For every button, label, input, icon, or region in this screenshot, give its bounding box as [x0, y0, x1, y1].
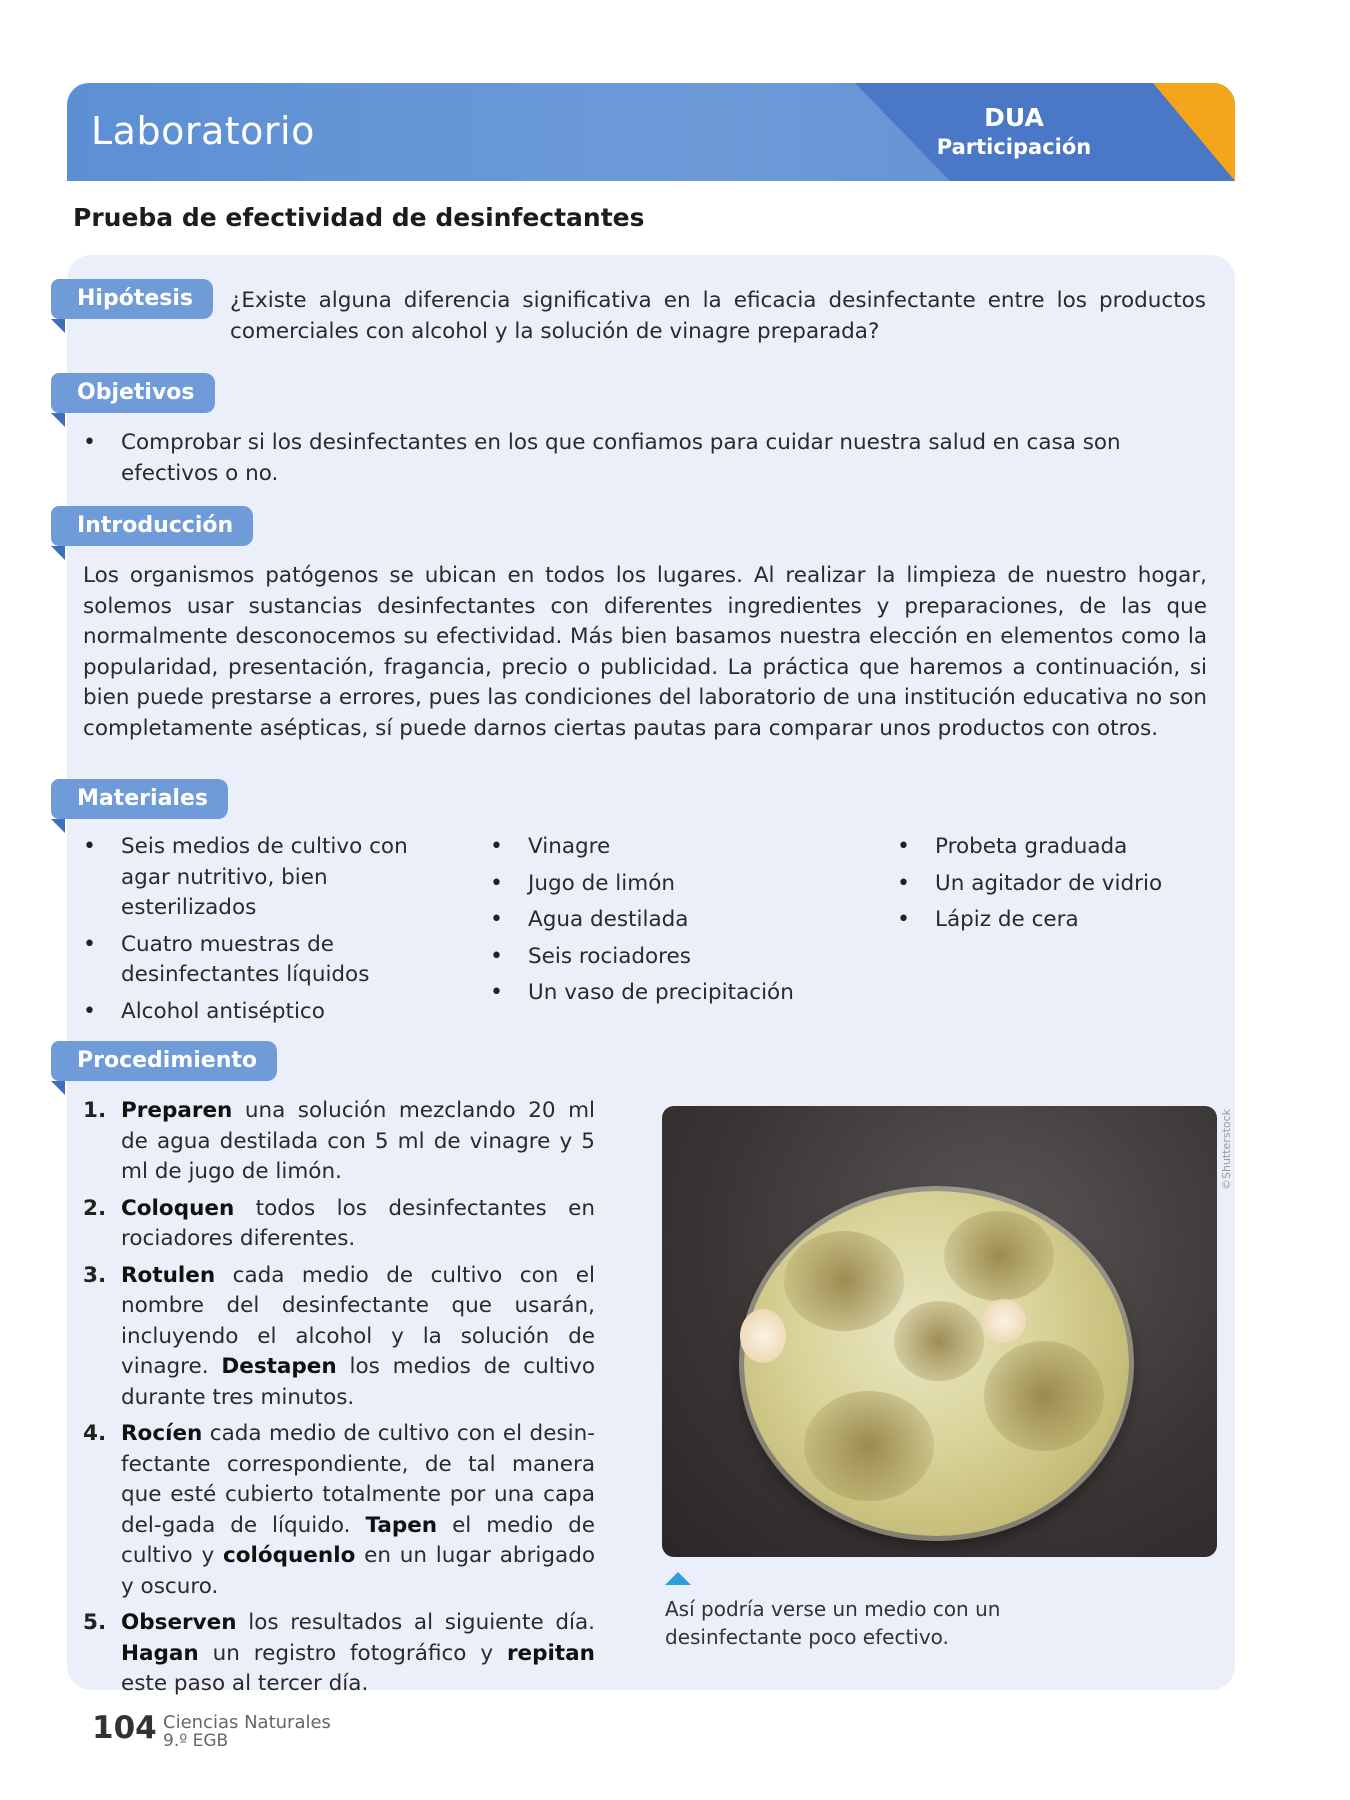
- materiales-col1: [83, 832, 453, 1033]
- section-subtitle: Prueba de efectividad de desinfectantes: [73, 203, 645, 232]
- page-title: Laboratorio: [91, 109, 315, 153]
- figure-caption: Así podría verse un medio con un desinfectante poco efectivo.: [665, 1597, 1001, 1649]
- list-item: • Seis rociadores: [490, 942, 870, 973]
- petri-dish-photo: [662, 1106, 1217, 1557]
- page-number: 104: [92, 1710, 157, 1746]
- step-verb: repitan: [506, 1640, 595, 1666]
- procedure-step: [83, 1608, 595, 1700]
- tag-introduccion: Introducción: [51, 506, 253, 546]
- photo-credit: ©Shutterstock: [1220, 1108, 1233, 1190]
- step-verb: Preparen: [121, 1098, 233, 1123]
- introduccion-text: Los organismos patógenos se ubican en todos los lugares. Al realizar la limpieza de nuestro hogar, solemos usar sustancias desinfectantes con diferentes ingredientes y preparaciones, de las que normalmente desconocemos su efectividad. Más bien basamos nuestra elección en elementos como la popularidad, presentación, fragancia, precio o publicidad. La práctica que haremos a continuación, si bien puede prestarse a errores, pues las condiciones del laboratorio de una institución educativa no son completamente asépticas, sí puede darnos ciertas pautas para comparar unos productos con otros.: [83, 563, 1207, 741]
- step-verb: colóquenlo: [222, 1543, 356, 1568]
- tag-objetivos: Objetivos: [51, 373, 215, 413]
- list-item: • Alcohol antiséptico: [83, 997, 453, 1028]
- mold-spot: [894, 1301, 984, 1381]
- step-verb: Hagan: [121, 1640, 199, 1666]
- materiales-col2: [490, 832, 870, 1015]
- step-number: 5.: [83, 1610, 107, 1635]
- list-item: • Jugo de limón: [490, 869, 870, 900]
- step-verb: Destapen: [221, 1354, 337, 1379]
- footer-grade: 9.º EGB: [163, 1731, 229, 1751]
- objetivos-list: [83, 428, 1203, 495]
- step-verb: Coloquen: [121, 1195, 235, 1221]
- list-item: • Un vaso de precipitación: [490, 978, 870, 1009]
- dua-sublabel: Participación: [936, 135, 1092, 159]
- tag-procedimiento: Procedimiento: [51, 1041, 277, 1081]
- procedure-step: [83, 1261, 595, 1414]
- procedimiento-steps: [83, 1096, 595, 1706]
- step-text: todos los desinfectantes en rociadores diferentes.: [121, 1195, 595, 1251]
- mold-spot: [784, 1231, 904, 1331]
- procedure-step: [83, 1419, 595, 1602]
- step-text: en un lugar abrigado y oscuro.: [121, 1543, 596, 1599]
- step-text: cada medio de cultivo con el nombre del desinfectante que usarán, incluyendo el alcohol y la solución de vinagre.: [121, 1262, 595, 1379]
- step-text: una solución mezclando 20 ml de agua destilada con 5 ml de vinagre y 5 ml de jugo de limón.: [121, 1098, 595, 1184]
- step-text: un registro fotográfico y: [198, 1640, 507, 1666]
- step-text: el medio de cultivo y: [121, 1512, 595, 1568]
- step-verb: Tapen: [365, 1512, 438, 1538]
- header-banner: [67, 83, 1235, 181]
- step-number: 3.: [83, 1262, 107, 1288]
- step-text: cada medio de cultivo con el desin-fectante correspondiente, de tal manera que esté cubierto totalmente por una capa del-gada de líquido.: [121, 1421, 595, 1538]
- mold-spot: [984, 1341, 1104, 1451]
- step-text: los medios de cultivo durante tres minutos.: [121, 1354, 595, 1410]
- step-verb: Rocíen: [121, 1421, 203, 1446]
- list-item: • Vinagre: [490, 832, 870, 863]
- tag-materiales: Materiales: [51, 779, 228, 819]
- step-number: 1.: [83, 1098, 107, 1123]
- footer-subject: Ciencias Naturales: [163, 1712, 331, 1733]
- step-number: 4.: [83, 1421, 107, 1446]
- list-item: • Lápiz de cera: [897, 905, 1227, 936]
- list-item: • Agua destilada: [490, 905, 870, 936]
- dua-label: DUA: [984, 103, 1044, 132]
- colony: [982, 1299, 1026, 1343]
- list-item: • Un agitador de vidrio: [897, 869, 1227, 900]
- step-text: los resultados al siguiente día.: [236, 1610, 595, 1635]
- step-number: 2.: [83, 1195, 107, 1221]
- mold-spot: [804, 1391, 934, 1501]
- list-item: • Comprobar si los desinfectantes en los que confiamos para cuidar nuestra salud en casa son efectivos o no.: [83, 428, 1203, 489]
- caption-arrow-icon: [665, 1572, 691, 1585]
- step-verb: Rotulen: [121, 1262, 216, 1288]
- procedure-step: [83, 1194, 595, 1255]
- materiales-col3: [897, 832, 1227, 942]
- step-text: este paso al tercer día.: [121, 1671, 369, 1696]
- procedure-step: [83, 1096, 595, 1188]
- list-item: • Cuatro muestras de desinfectantes líquidos: [83, 930, 453, 991]
- mold-spot: [944, 1211, 1054, 1301]
- colony: [740, 1309, 786, 1363]
- petri-dish: [744, 1191, 1129, 1536]
- list-item: • Seis medios de cultivo con agar nutritivo, bien esterilizados: [83, 832, 453, 924]
- hipotesis-text: ¿Existe alguna diferencia significativa en la eficacia desinfectante entre los productos comerciales con alcohol y la solución de vinagre preparada?: [230, 288, 1206, 344]
- step-verb: Observen: [121, 1610, 237, 1635]
- tag-hipotesis: Hipótesis: [51, 279, 213, 319]
- list-item: • Probeta graduada: [897, 832, 1227, 863]
